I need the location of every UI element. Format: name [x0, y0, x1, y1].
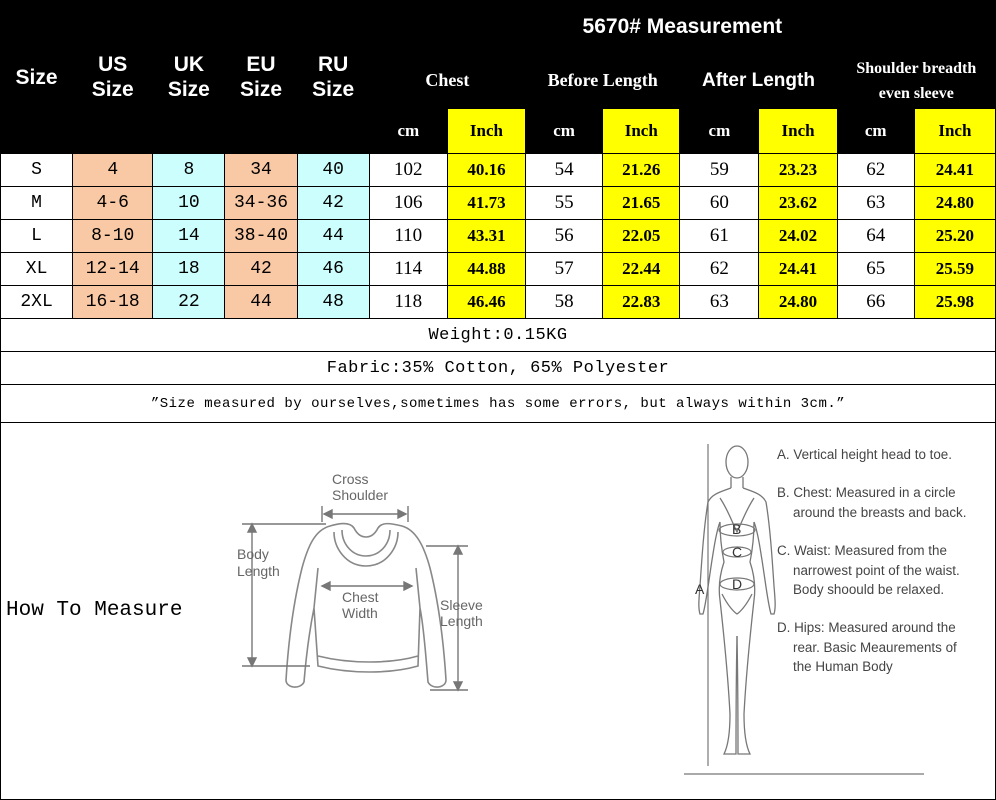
uk-size-cell: 18: [153, 253, 225, 286]
shoulder-inch-cell: 24.80: [914, 187, 995, 220]
figure-letter-a: A: [695, 581, 705, 597]
before-length-cm-cell: 55: [526, 187, 603, 220]
shoulder-inch-cell: 25.59: [914, 253, 995, 286]
group-shoulder-breadth: Shoulder breadth even sleeve: [837, 53, 995, 109]
chest-cm-cell: 106: [369, 187, 447, 220]
sweater-diagram: [230, 468, 500, 698]
legend-item-waist: C. Waist: Measured from the narrowest point of the waist. Body shoould be relaxed.: [777, 543, 960, 598]
sleeve-length-label-2: Length: [440, 613, 483, 629]
after-length-cm-cell: 59: [680, 154, 759, 187]
body-length-label-1: Body: [237, 546, 269, 562]
shoulder-inch-cell: 25.20: [914, 220, 995, 253]
group-chest: Chest: [369, 53, 525, 109]
after-length-inch-cell: 24.41: [759, 253, 837, 286]
before-length-inch-cell: 22.44: [603, 253, 680, 286]
after-length-cm-cell: 61: [680, 220, 759, 253]
unit-cell: Inch: [603, 109, 680, 154]
chest-cm-cell: 110: [369, 220, 447, 253]
chest-cm-cell: 118: [369, 286, 447, 319]
us-size-cell: 12-14: [73, 253, 153, 286]
body-length-label-2: Length: [237, 563, 280, 579]
after-length-inch-cell: 23.23: [759, 154, 837, 187]
after-length-cm-cell: 62: [680, 253, 759, 286]
before-length-cm-cell: 56: [526, 220, 603, 253]
group-after-length: After Length: [680, 53, 837, 109]
before-length-cm-cell: 54: [526, 154, 603, 187]
shoulder-cm-cell: 64: [837, 220, 914, 253]
figure-letter-c: C: [732, 544, 743, 560]
header-eu-size: EU Size: [225, 1, 297, 154]
figure-letter-d: D: [732, 576, 743, 592]
table-row: [1, 220, 996, 253]
figure-letter-b: B: [732, 521, 742, 537]
size-cell: 2XL: [1, 286, 73, 319]
chest-width-label-1: Chest: [342, 589, 379, 605]
weight-info: Weight:0.15KG: [1, 319, 996, 352]
ru-size-cell: 40: [297, 154, 369, 187]
ru-size-cell: 46: [297, 253, 369, 286]
cross-shoulder-label-1: Cross: [332, 471, 369, 487]
legend-item-height: A. Vertical height head to toe.: [777, 447, 952, 462]
shoulder-inch-cell: 25.98: [914, 286, 995, 319]
table-row: [1, 187, 996, 220]
after-length-cm-cell: 60: [680, 187, 759, 220]
after-length-inch-cell: 23.62: [759, 187, 837, 220]
unit-cell: Inch: [914, 109, 995, 154]
sleeve-length-label-1: Sleeve: [440, 597, 483, 613]
eu-size-cell: 34: [225, 154, 297, 187]
after-length-inch-cell: 24.80: [759, 286, 837, 319]
eu-size-cell: 44: [225, 286, 297, 319]
chest-width-label-2: Width: [342, 605, 378, 621]
ru-size-cell: 48: [297, 286, 369, 319]
legend-item-hips: D. Hips: Measured around the rear. Basic Meaurements of the Human Body: [777, 620, 957, 675]
measurement-note: ”Size measured by ourselves,sometimes has some errors, but always within 3cm.”: [1, 385, 996, 423]
shoulder-cm-cell: 65: [837, 253, 914, 286]
size-cell: S: [1, 154, 73, 187]
uk-size-cell: 8: [153, 154, 225, 187]
chest-inch-cell: 43.31: [447, 220, 525, 253]
chest-inch-cell: 40.16: [447, 154, 525, 187]
measurement-legend: [777, 445, 977, 677]
uk-size-cell: 10: [153, 187, 225, 220]
chest-cm-cell: 102: [369, 154, 447, 187]
how-to-measure-label: How To Measure: [6, 599, 183, 622]
shoulder-cm-cell: 66: [837, 286, 914, 319]
table-row: [1, 154, 996, 187]
ru-size-cell: 44: [297, 220, 369, 253]
before-length-inch-cell: 22.83: [603, 286, 680, 319]
header-ru-size: RU Size: [297, 1, 369, 154]
before-length-inch-cell: 21.65: [603, 187, 680, 220]
uk-size-cell: 22: [153, 286, 225, 319]
unit-cell: cm: [837, 109, 914, 154]
size-cell: M: [1, 187, 73, 220]
size-cell: L: [1, 220, 73, 253]
chest-cm-cell: 114: [369, 253, 447, 286]
unit-cell: Inch: [759, 109, 837, 154]
unit-cell: cm: [526, 109, 603, 154]
unit-cell: cm: [369, 109, 447, 154]
after-length-cm-cell: 63: [680, 286, 759, 319]
eu-size-cell: 38-40: [225, 220, 297, 253]
header-us-size: US Size: [73, 1, 153, 154]
group-before-length: Before Length: [526, 53, 680, 109]
measurement-title: 5670# Measurement: [369, 1, 995, 53]
unit-cell: cm: [680, 109, 759, 154]
before-length-cm-cell: 57: [526, 253, 603, 286]
eu-size-cell: 42: [225, 253, 297, 286]
before-length-inch-cell: 21.26: [603, 154, 680, 187]
fabric-info: Fabric:35% Cotton, 65% Polyester: [1, 352, 996, 385]
us-size-cell: 8-10: [73, 220, 153, 253]
header-uk-size: UK Size: [153, 1, 225, 154]
table-row: [1, 253, 996, 286]
shoulder-cm-cell: 62: [837, 154, 914, 187]
after-length-inch-cell: 24.02: [759, 220, 837, 253]
chest-inch-cell: 41.73: [447, 187, 525, 220]
cross-shoulder-label-2: Shoulder: [332, 487, 389, 503]
us-size-cell: 16-18: [73, 286, 153, 319]
size-cell: XL: [1, 253, 73, 286]
body-outline: [699, 446, 775, 754]
us-size-cell: 4-6: [73, 187, 153, 220]
before-length-cm-cell: 58: [526, 286, 603, 319]
before-length-inch-cell: 22.05: [603, 220, 680, 253]
eu-size-cell: 34-36: [225, 187, 297, 220]
shoulder-inch-cell: 24.41: [914, 154, 995, 187]
uk-size-cell: 14: [153, 220, 225, 253]
legend-item-chest: B. Chest: Measured in a circle around the breasts and back.: [777, 485, 967, 520]
chest-inch-cell: 44.88: [447, 253, 525, 286]
us-size-cell: 4: [73, 154, 153, 187]
chest-inch-cell: 46.46: [447, 286, 525, 319]
shoulder-cm-cell: 63: [837, 187, 914, 220]
table-row: [1, 286, 996, 319]
unit-cell: Inch: [447, 109, 525, 154]
header-size: Size: [1, 1, 73, 154]
ru-size-cell: 42: [297, 187, 369, 220]
